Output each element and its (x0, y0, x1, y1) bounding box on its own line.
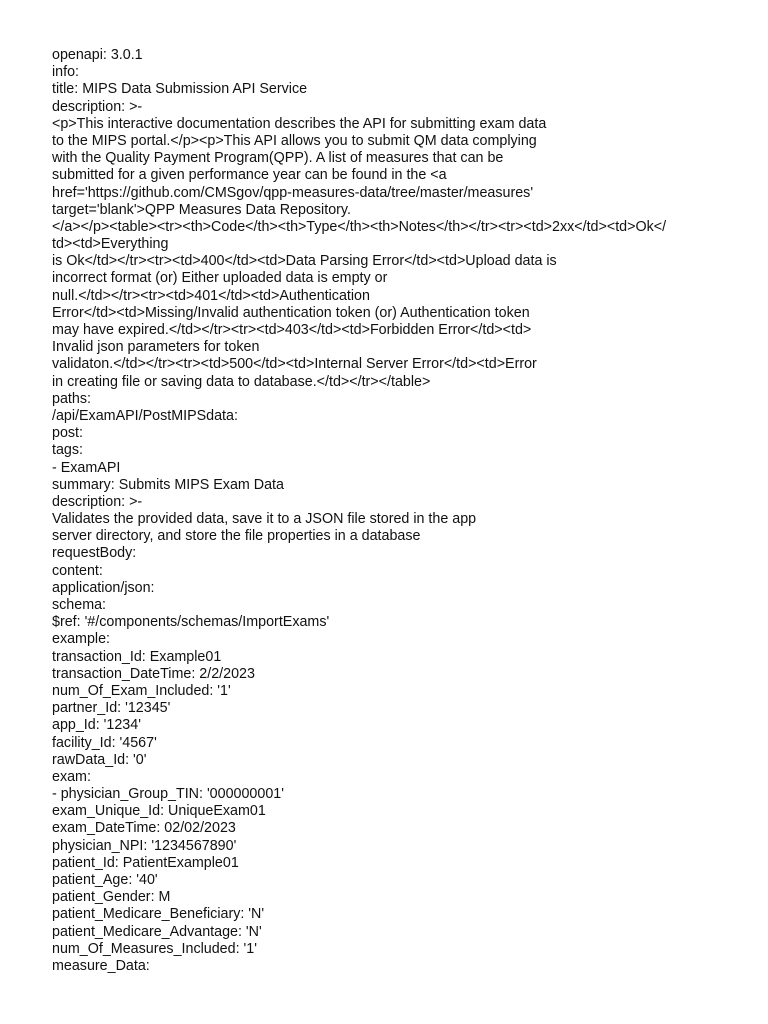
text-line: Invalid json parameters for token (52, 339, 260, 356)
text-line: - physician_Group_TIN: '000000001' (52, 786, 284, 803)
text-line: /api/ExamAPI/PostMIPSdata: (52, 407, 238, 424)
text-line: num_Of_Exam_Included: '1' (52, 682, 231, 699)
text-line: partner_Id: '12345' (52, 700, 171, 717)
text-line: patient_Id: PatientExample01 (52, 854, 239, 871)
text-line: content: (52, 562, 103, 579)
text-line: patient_Medicare_Beneficiary: 'N' (52, 906, 265, 923)
text-line: paths: (52, 390, 91, 407)
text-line: validaton.</td></tr><tr><td>500</td><td>Internal Server Error</td><td>Error (52, 356, 537, 373)
text-line: schema: (52, 597, 107, 613)
text-line: Validates the provided data, save it to a JSON file stored in the app (52, 511, 477, 528)
text-line: info: (52, 64, 80, 81)
text-line: physician_NPI: '1234567890' (52, 837, 237, 854)
text-line: in creating file or saving data to database.</td></tr></table> (52, 373, 431, 390)
text-line: - ExamAPI (52, 459, 121, 476)
text-line: null.</td></tr><tr><td>401</td><td>Authentication (52, 287, 370, 304)
text-line (52, 975, 752, 992)
text-line: with the Quality Payment Program(QPP). A list of measures that can be (52, 150, 504, 167)
text-line: href='https://github.com/CMSgov/qpp-measures-data/tree/master/measures' (52, 184, 534, 201)
text-line: patient_Medicare_Advantage: 'N' (52, 923, 262, 940)
text-line: transaction_Id: Example01 (52, 648, 222, 665)
text-line: exam: (52, 768, 91, 785)
text-line: description: >- (52, 493, 143, 510)
text-line: patient_Age: '40' (52, 872, 158, 888)
text-line: transaction_DateTime: 2/2/2023 (52, 665, 255, 682)
text-line: num_Of_Measures_Included: '1' (52, 940, 257, 957)
text-line: exam_Unique_Id: UniqueExam01 (52, 803, 266, 820)
text-line: may have expired.</td></tr><tr><td>403</td><td>Forbidden Error</td><td> (52, 322, 532, 338)
text-line: description: >- (52, 98, 143, 115)
text-line: facility_Id: '4567' (52, 734, 157, 751)
text-line: td><td>Everything (52, 236, 169, 253)
text-line: example: (52, 631, 111, 648)
text-line: target='blank'>QPP Measures Data Repository. (52, 201, 351, 218)
text-line: rawData_Id: '0' (52, 751, 147, 768)
text-line: post: (52, 425, 83, 442)
text-line: app_Id: '1234' (52, 717, 141, 734)
document-body (52, 47, 752, 992)
text-line: application/json: (52, 579, 155, 596)
text-line: <p>This interactive documentation describes the API for submitting exam data (52, 115, 547, 132)
text-line: requestBody: (52, 545, 137, 562)
text-line: is Ok</td></tr><tr><td>400</td><td>Data Parsing Error</td><td>Upload data is (52, 253, 557, 270)
text-line: title: MIPS Data Submission API Service (52, 81, 308, 98)
text-line: incorrect format (or) Either uploaded data is empty or (52, 270, 388, 287)
text-line: exam_DateTime: 02/02/2023 (52, 820, 236, 837)
text-line: $ref: '#/components/schemas/ImportExams' (52, 614, 330, 631)
text-line: summary: Submits MIPS Exam Data (52, 476, 284, 493)
text-line: submitted for a given performance year can be found in the <a (52, 167, 447, 184)
text-line: openapi: 3.0.1 (52, 47, 143, 63)
text-line: Error</td><td>Missing/Invalid authentication token (or) Authentication token (52, 304, 530, 321)
text-line: to the MIPS portal.</p><p>This API allows you to submit QM data complying (52, 132, 537, 149)
text-line: </a></p><table><tr><th>Code</th><th>Type</th><th>Notes</th></tr><tr><td>2xx</td><td>Ok</ (52, 218, 667, 235)
text-line: measure_Data: (52, 957, 150, 974)
text-line: tags: (52, 442, 83, 459)
text-line: server directory, and store the file properties in a database (52, 528, 421, 545)
text-line: patient_Gender: M (52, 889, 171, 906)
